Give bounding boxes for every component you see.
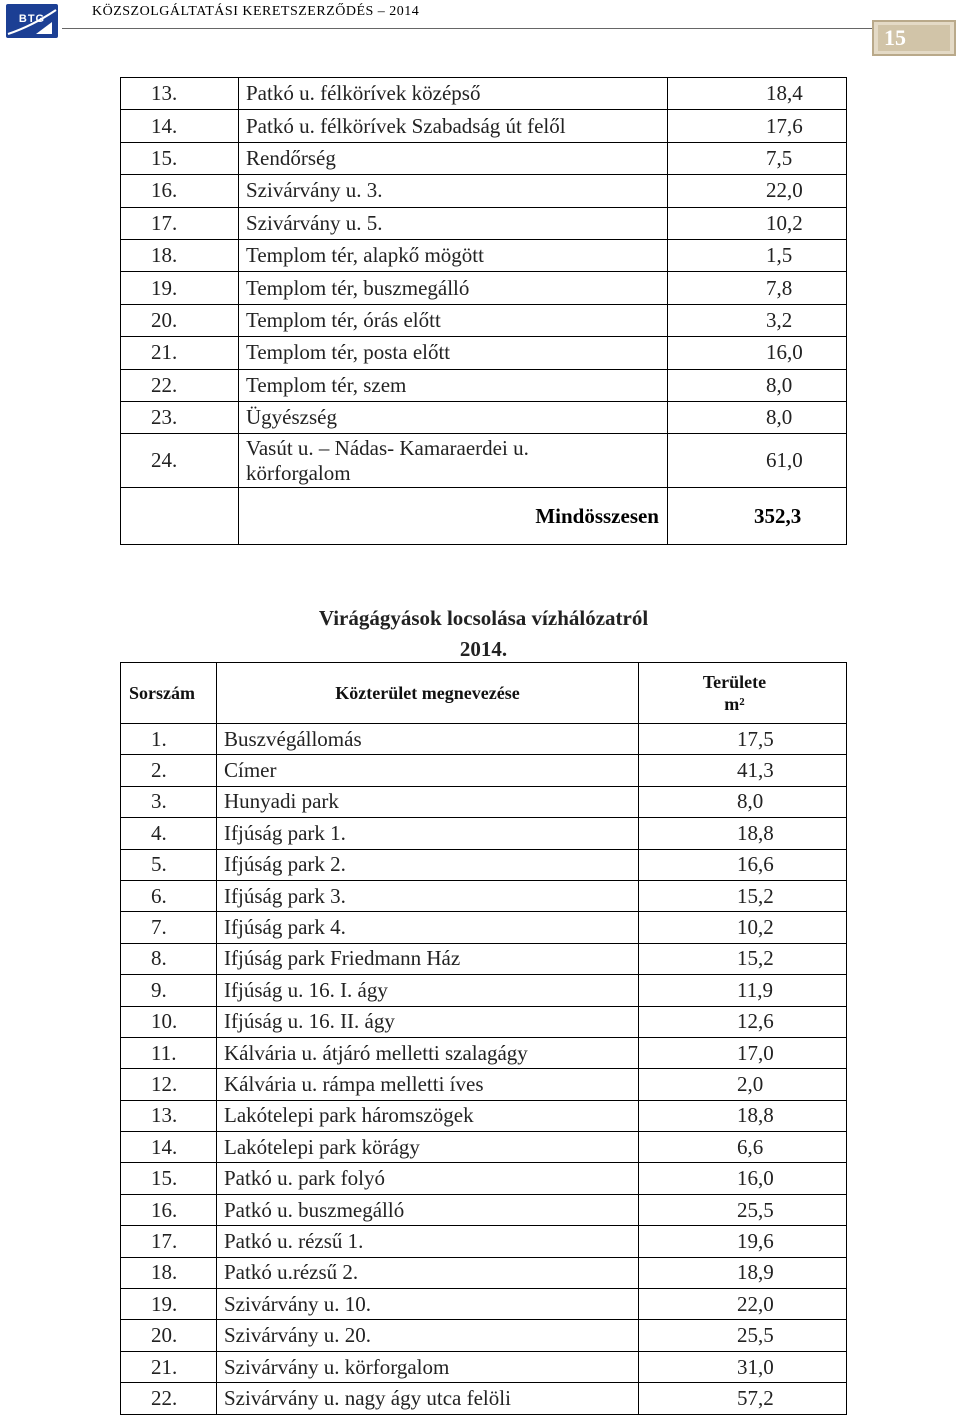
row-value: 2,0 xyxy=(639,1069,847,1100)
row-number: 16. xyxy=(121,1194,217,1225)
header-terulete xyxy=(639,663,847,724)
row-value: 10,2 xyxy=(639,912,847,943)
row-value: 19,6 xyxy=(639,1226,847,1257)
row-number: 22. xyxy=(121,1383,217,1414)
table-row xyxy=(121,1194,847,1225)
row-value: 7,8 xyxy=(668,272,847,304)
row-value: 16,0 xyxy=(668,337,847,369)
row-location xyxy=(239,434,668,488)
row-number: 6. xyxy=(121,880,217,911)
row-number: 24. xyxy=(121,434,239,488)
header-kozterulet: Közterület megnevezése xyxy=(217,663,639,724)
page-number-badge xyxy=(872,20,956,56)
row-location: Ifjúság park 3. xyxy=(217,880,639,911)
total-label: Mindösszesen xyxy=(239,488,668,545)
row-number: 1. xyxy=(121,724,217,755)
table-row xyxy=(121,943,847,974)
row-value: 15,2 xyxy=(639,880,847,911)
logo-text: BTG xyxy=(18,13,46,25)
row-location: Patkó u. rézsű 1. xyxy=(217,1226,639,1257)
row-location: Szivárvány u. nagy ágy utca felöli xyxy=(217,1383,639,1414)
table-row xyxy=(121,1383,847,1414)
header-terulete-line1: Területe xyxy=(702,672,767,692)
row-location: Rendőrség xyxy=(239,142,668,174)
row-value: 18,8 xyxy=(639,818,847,849)
row-number: 23. xyxy=(121,401,239,433)
table-row xyxy=(121,142,847,174)
row-location: Templom tér, szem xyxy=(239,369,668,401)
page-header xyxy=(0,0,960,50)
row-location: Ifjúság park 2. xyxy=(217,849,639,880)
row-location: Buszvégállomás xyxy=(217,724,639,755)
table-row xyxy=(121,1320,847,1351)
table-flowerbed-watering xyxy=(120,662,847,1415)
row-location: Patkó u. buszmegálló xyxy=(217,1194,639,1225)
row-location: Templom tér, alapkő mögött xyxy=(239,239,668,271)
row-value: 16,6 xyxy=(639,849,847,880)
row-location: Szivárvány u. körforgalom xyxy=(217,1351,639,1382)
row-number: 14. xyxy=(121,1132,217,1163)
row-value: 18,4 xyxy=(668,78,847,110)
table-row xyxy=(121,880,847,911)
table-row xyxy=(121,818,847,849)
table1-body xyxy=(121,78,847,545)
row-number: 17. xyxy=(121,1226,217,1257)
row-number: 20. xyxy=(121,1320,217,1351)
table-row xyxy=(121,849,847,880)
row-value: 25,5 xyxy=(639,1320,847,1351)
row-number: 17. xyxy=(121,207,239,239)
table-row xyxy=(121,724,847,755)
row-value: 8,0 xyxy=(668,369,847,401)
row-number: 2. xyxy=(121,755,217,786)
table-row xyxy=(121,1037,847,1068)
row-number: 20. xyxy=(121,304,239,336)
table-row xyxy=(121,337,847,369)
row-value: 18,9 xyxy=(639,1257,847,1288)
total-value: 352,3 xyxy=(668,488,847,545)
row-location: Patkó u. félkörívek középső xyxy=(239,78,668,110)
table-row xyxy=(121,1006,847,1037)
row-location: Patkó u. park folyó xyxy=(217,1163,639,1194)
row-number: 7. xyxy=(121,912,217,943)
row-value: 8,0 xyxy=(668,401,847,433)
table-row xyxy=(121,110,847,142)
row-number: 16. xyxy=(121,175,239,207)
row-value: 61,0 xyxy=(668,434,847,488)
row-number: 13. xyxy=(121,78,239,110)
row-value: 1,5 xyxy=(668,239,847,271)
row-value: 7,5 xyxy=(668,142,847,174)
page-number: 15 xyxy=(878,25,950,51)
row-value: 22,0 xyxy=(668,175,847,207)
row-number: 13. xyxy=(121,1100,217,1131)
table-row xyxy=(121,1100,847,1131)
row-location: Templom tér, posta előtt xyxy=(239,337,668,369)
row-location: Templom tér, órás előtt xyxy=(239,304,668,336)
row-value: 6,6 xyxy=(639,1132,847,1163)
table-row xyxy=(121,434,847,488)
table-row xyxy=(121,175,847,207)
row-value: 12,6 xyxy=(639,1006,847,1037)
table-row xyxy=(121,975,847,1006)
table-public-spaces-continued xyxy=(120,77,847,545)
row-number: 8. xyxy=(121,943,217,974)
row-value: 15,2 xyxy=(639,943,847,974)
document-title: KÖZSZOLGÁLTATÁSI KERETSZERZŐDÉS – 2014 xyxy=(92,4,420,19)
row-location: Ifjúság park 4. xyxy=(217,912,639,943)
row-number: 14. xyxy=(121,110,239,142)
row-number: 12. xyxy=(121,1069,217,1100)
total-empty-cell xyxy=(121,488,239,545)
row-location: Kálvária u. átjáró melletti szalagágy xyxy=(217,1037,639,1068)
row-location-line1: Vasút u. – Nádas- Kamaraerdei u. xyxy=(246,435,529,460)
row-location: Templom tér, buszmegálló xyxy=(239,272,668,304)
header-terulete-unit: m² xyxy=(724,694,745,714)
row-value: 11,9 xyxy=(639,975,847,1006)
table-row xyxy=(121,369,847,401)
row-value: 17,6 xyxy=(668,110,847,142)
header-rule xyxy=(62,28,872,29)
row-value: 41,3 xyxy=(639,755,847,786)
table-row xyxy=(121,1257,847,1288)
table-row xyxy=(121,1351,847,1382)
header-sorszam: Sorszám xyxy=(121,663,217,724)
row-location: Lakótelepi park háromszögek xyxy=(217,1100,639,1131)
row-value: 16,0 xyxy=(639,1163,847,1194)
row-location: Címer xyxy=(217,755,639,786)
table-row xyxy=(121,912,847,943)
row-value: 31,0 xyxy=(639,1351,847,1382)
row-value: 17,5 xyxy=(639,724,847,755)
row-location: Hunyadi park xyxy=(217,786,639,817)
row-location: Ügyészség xyxy=(239,401,668,433)
row-number: 18. xyxy=(121,1257,217,1288)
row-value: 22,0 xyxy=(639,1289,847,1320)
table-row xyxy=(121,1226,847,1257)
row-location: Kálvária u. rámpa melletti íves xyxy=(217,1069,639,1100)
row-number: 10. xyxy=(121,1006,217,1037)
table-row xyxy=(121,272,847,304)
row-number: 5. xyxy=(121,849,217,880)
row-number: 11. xyxy=(121,1037,217,1068)
btg-logo xyxy=(6,4,58,38)
row-value: 57,2 xyxy=(639,1383,847,1414)
row-number: 21. xyxy=(121,337,239,369)
table-row xyxy=(121,304,847,336)
row-location: Patkó u.rézsű 2. xyxy=(217,1257,639,1288)
table-header-row xyxy=(121,663,847,724)
row-value: 25,5 xyxy=(639,1194,847,1225)
table-row xyxy=(121,1132,847,1163)
row-value: 3,2 xyxy=(668,304,847,336)
row-number: 4. xyxy=(121,818,217,849)
table-row xyxy=(121,207,847,239)
section-title xyxy=(120,603,847,665)
row-location: Lakótelepi park körágy xyxy=(217,1132,639,1163)
table-row xyxy=(121,1163,847,1194)
section-title-line1: Virágágyások locsolása vízhálózatról xyxy=(318,606,649,630)
table2-body xyxy=(121,663,847,1415)
row-location: Patkó u. félkörívek Szabadság út felől xyxy=(239,110,668,142)
table-row xyxy=(121,786,847,817)
table-row xyxy=(121,239,847,271)
row-number: 9. xyxy=(121,975,217,1006)
row-location: Ifjúság park Friedmann Ház xyxy=(217,943,639,974)
section-title-line2: 2014. xyxy=(459,637,508,661)
total-row xyxy=(121,488,847,545)
row-location: Ifjúság park 1. xyxy=(217,818,639,849)
table-row xyxy=(121,401,847,433)
row-number: 18. xyxy=(121,239,239,271)
row-location: Ifjúság u. 16. I. ágy xyxy=(217,975,639,1006)
row-location: Szivárvány u. 3. xyxy=(239,175,668,207)
row-location: Szivárvány u. 20. xyxy=(217,1320,639,1351)
row-value: 17,0 xyxy=(639,1037,847,1068)
row-value: 10,2 xyxy=(668,207,847,239)
row-location: Szivárvány u. 10. xyxy=(217,1289,639,1320)
row-number: 15. xyxy=(121,142,239,174)
row-number: 15. xyxy=(121,1163,217,1194)
table-row xyxy=(121,1069,847,1100)
row-location: Szivárvány u. 5. xyxy=(239,207,668,239)
row-number: 21. xyxy=(121,1351,217,1382)
row-value: 18,8 xyxy=(639,1100,847,1131)
row-number: 3. xyxy=(121,786,217,817)
row-location: Ifjúság u. 16. II. ágy xyxy=(217,1006,639,1037)
row-value: 8,0 xyxy=(639,786,847,817)
row-number: 19. xyxy=(121,1289,217,1320)
table-row xyxy=(121,1289,847,1320)
row-location-line2: körforgalom xyxy=(246,460,351,485)
row-number: 22. xyxy=(121,369,239,401)
table-row xyxy=(121,755,847,786)
table-row xyxy=(121,78,847,110)
row-number: 19. xyxy=(121,272,239,304)
